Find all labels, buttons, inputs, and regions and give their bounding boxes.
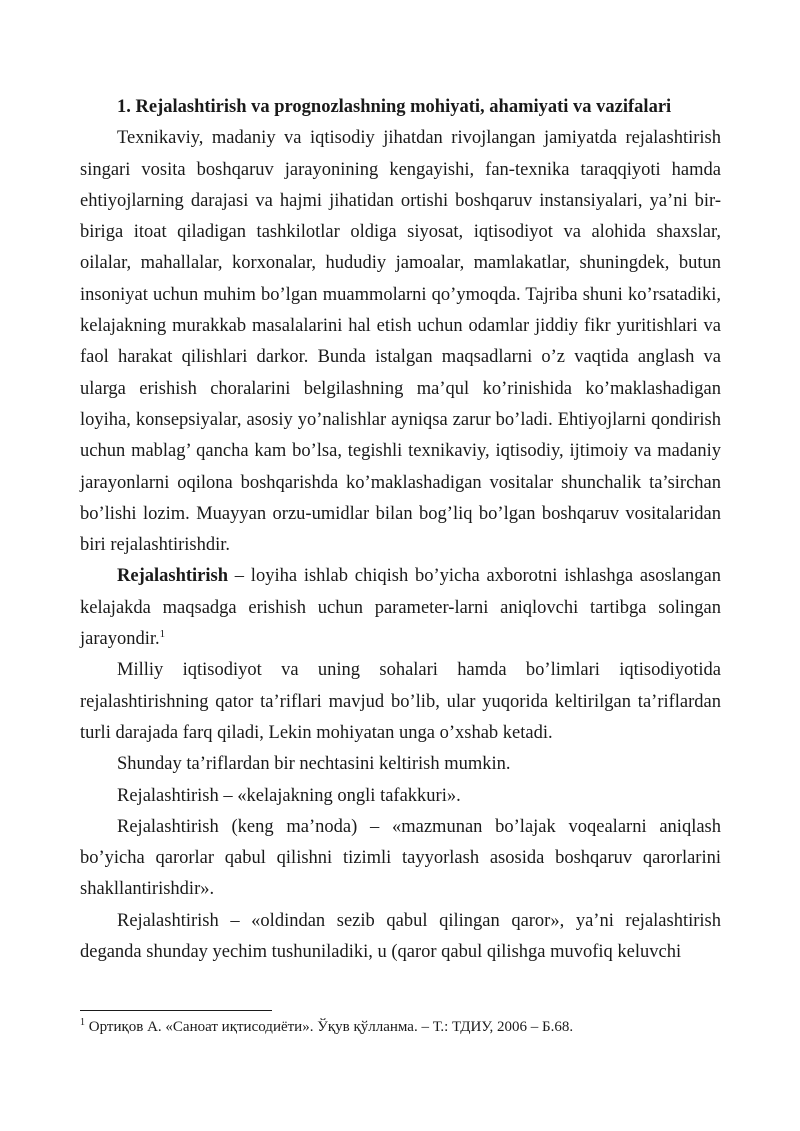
paragraph-definition-3: Rejalashtirish – «oldindan sezib qabul qilingan qaror», ya’ni rejalashtirish deganda shunday yechim tushuniladiki, u (qaror qabul qilishga muvofiq keluvchi [80, 910, 721, 963]
footnote-reference[interactable]: 1 [159, 627, 166, 640]
paragraph-lead-in: Shunday ta’riflardan bir nechtasini keltirish mumkin. [117, 754, 511, 775]
definition-text: – loyiha ishlab chiqish bo’yicha axborotni ishlashga asoslangan kelajakda maqsadga erishish uchun parameter-larni aniqlovchi tartibga solingan jarayondir. [80, 566, 721, 650]
footnote-number: 1 [80, 1017, 85, 1028]
paragraph-definition-1: Rejalashtirish – «kelajakning ongli tafakkuri». [117, 785, 461, 806]
page-body [80, 92, 721, 968]
footnote [80, 1017, 721, 1037]
section-heading: 1. Rejalashtirish va prognozlashning mohiyati, ahamiyati va vazifalari [117, 97, 672, 117]
footnote-text: Ортиқов А. «Саноат иқтисодиёти». Ўқув қўлланма. – Т.: ТДИУ, 2006 – Б.68. [85, 1019, 574, 1035]
paragraph-definition-2: Rejalashtirish (keng ma’noda) – «mazmunan bo’lajak voqealarni aniqlash bo’yicha qarorlar qabul qilishni tizimli tayyorlash asosida boshqaruv qarorlarini shakllantirishdir». [80, 816, 721, 900]
paragraph-intro: Texnikaviy, madaniy va iqtisodiy jihatdan rivojlangan jamiyatda rejalashtirish singari vosita boshqaruv jarayonining kengayishi, fan-texnika taraqqiyoti hamda ehtiyojlarning darajasi va hajmi jihatidan ortishi boshqaruv instansiyalari, ya’ni bir-biriga itoat qiladigan tashkilotlar oldiga siyosat, iqtisodiyot va alohida shaxslar, oilalar, mahallalar, korxonalar, hududiy jamoalar, mamlakatlar, shuningdek, butun insoniyat uchun muhim bo’lgan muammolarni qo’ymoqda. Tajriba shuni ko’rsatadiki, kelajakning murakkab masalalarini hal etish uchun odamlar jiddiy fikr yuritishlari va faol harakat qilishlari darkor. Bunda istalgan maqsadlarni o’z vaqtida anglash va ularga erishish choralarini belgilashning ma’qul ko’rinishida ko’maklashadigan loyiha, konsepsiyalar, asosiy yo’nalishlar ayniqsa zarur bo’ladi. Ehtiyojlarni qondirish uchun mablag’ qancha kam bo’lsa, tegishli texnikaviy, iqtisodiy, ijtimoiy va madaniy jarayonlarni oqilona boshqarishda ko’maklashadigan vositalar shunchalik ta’sirchan bo’lishi lozim. Muayyan orzu-umidlar bilan bog’liq bo’lgan boshqaruv vositalaridan biri rejalashtirishdir. [80, 128, 721, 556]
defined-term: Rejalashtirish [117, 566, 228, 587]
paragraph-definitions-overview: Milliy iqtisodiyot va uning sohalari hamda bo’limlari iqtisodiyotida rejalashtirishning qator ta’riflari mavjud bo’lib, ular yuqorida keltirilgan ta’riflardan turli darajada farq qiladi, Lekin mohiyatan unga o’xshab ketadi. [80, 660, 721, 743]
footnote-divider [80, 1010, 272, 1011]
paragraph-definition [80, 561, 721, 655]
